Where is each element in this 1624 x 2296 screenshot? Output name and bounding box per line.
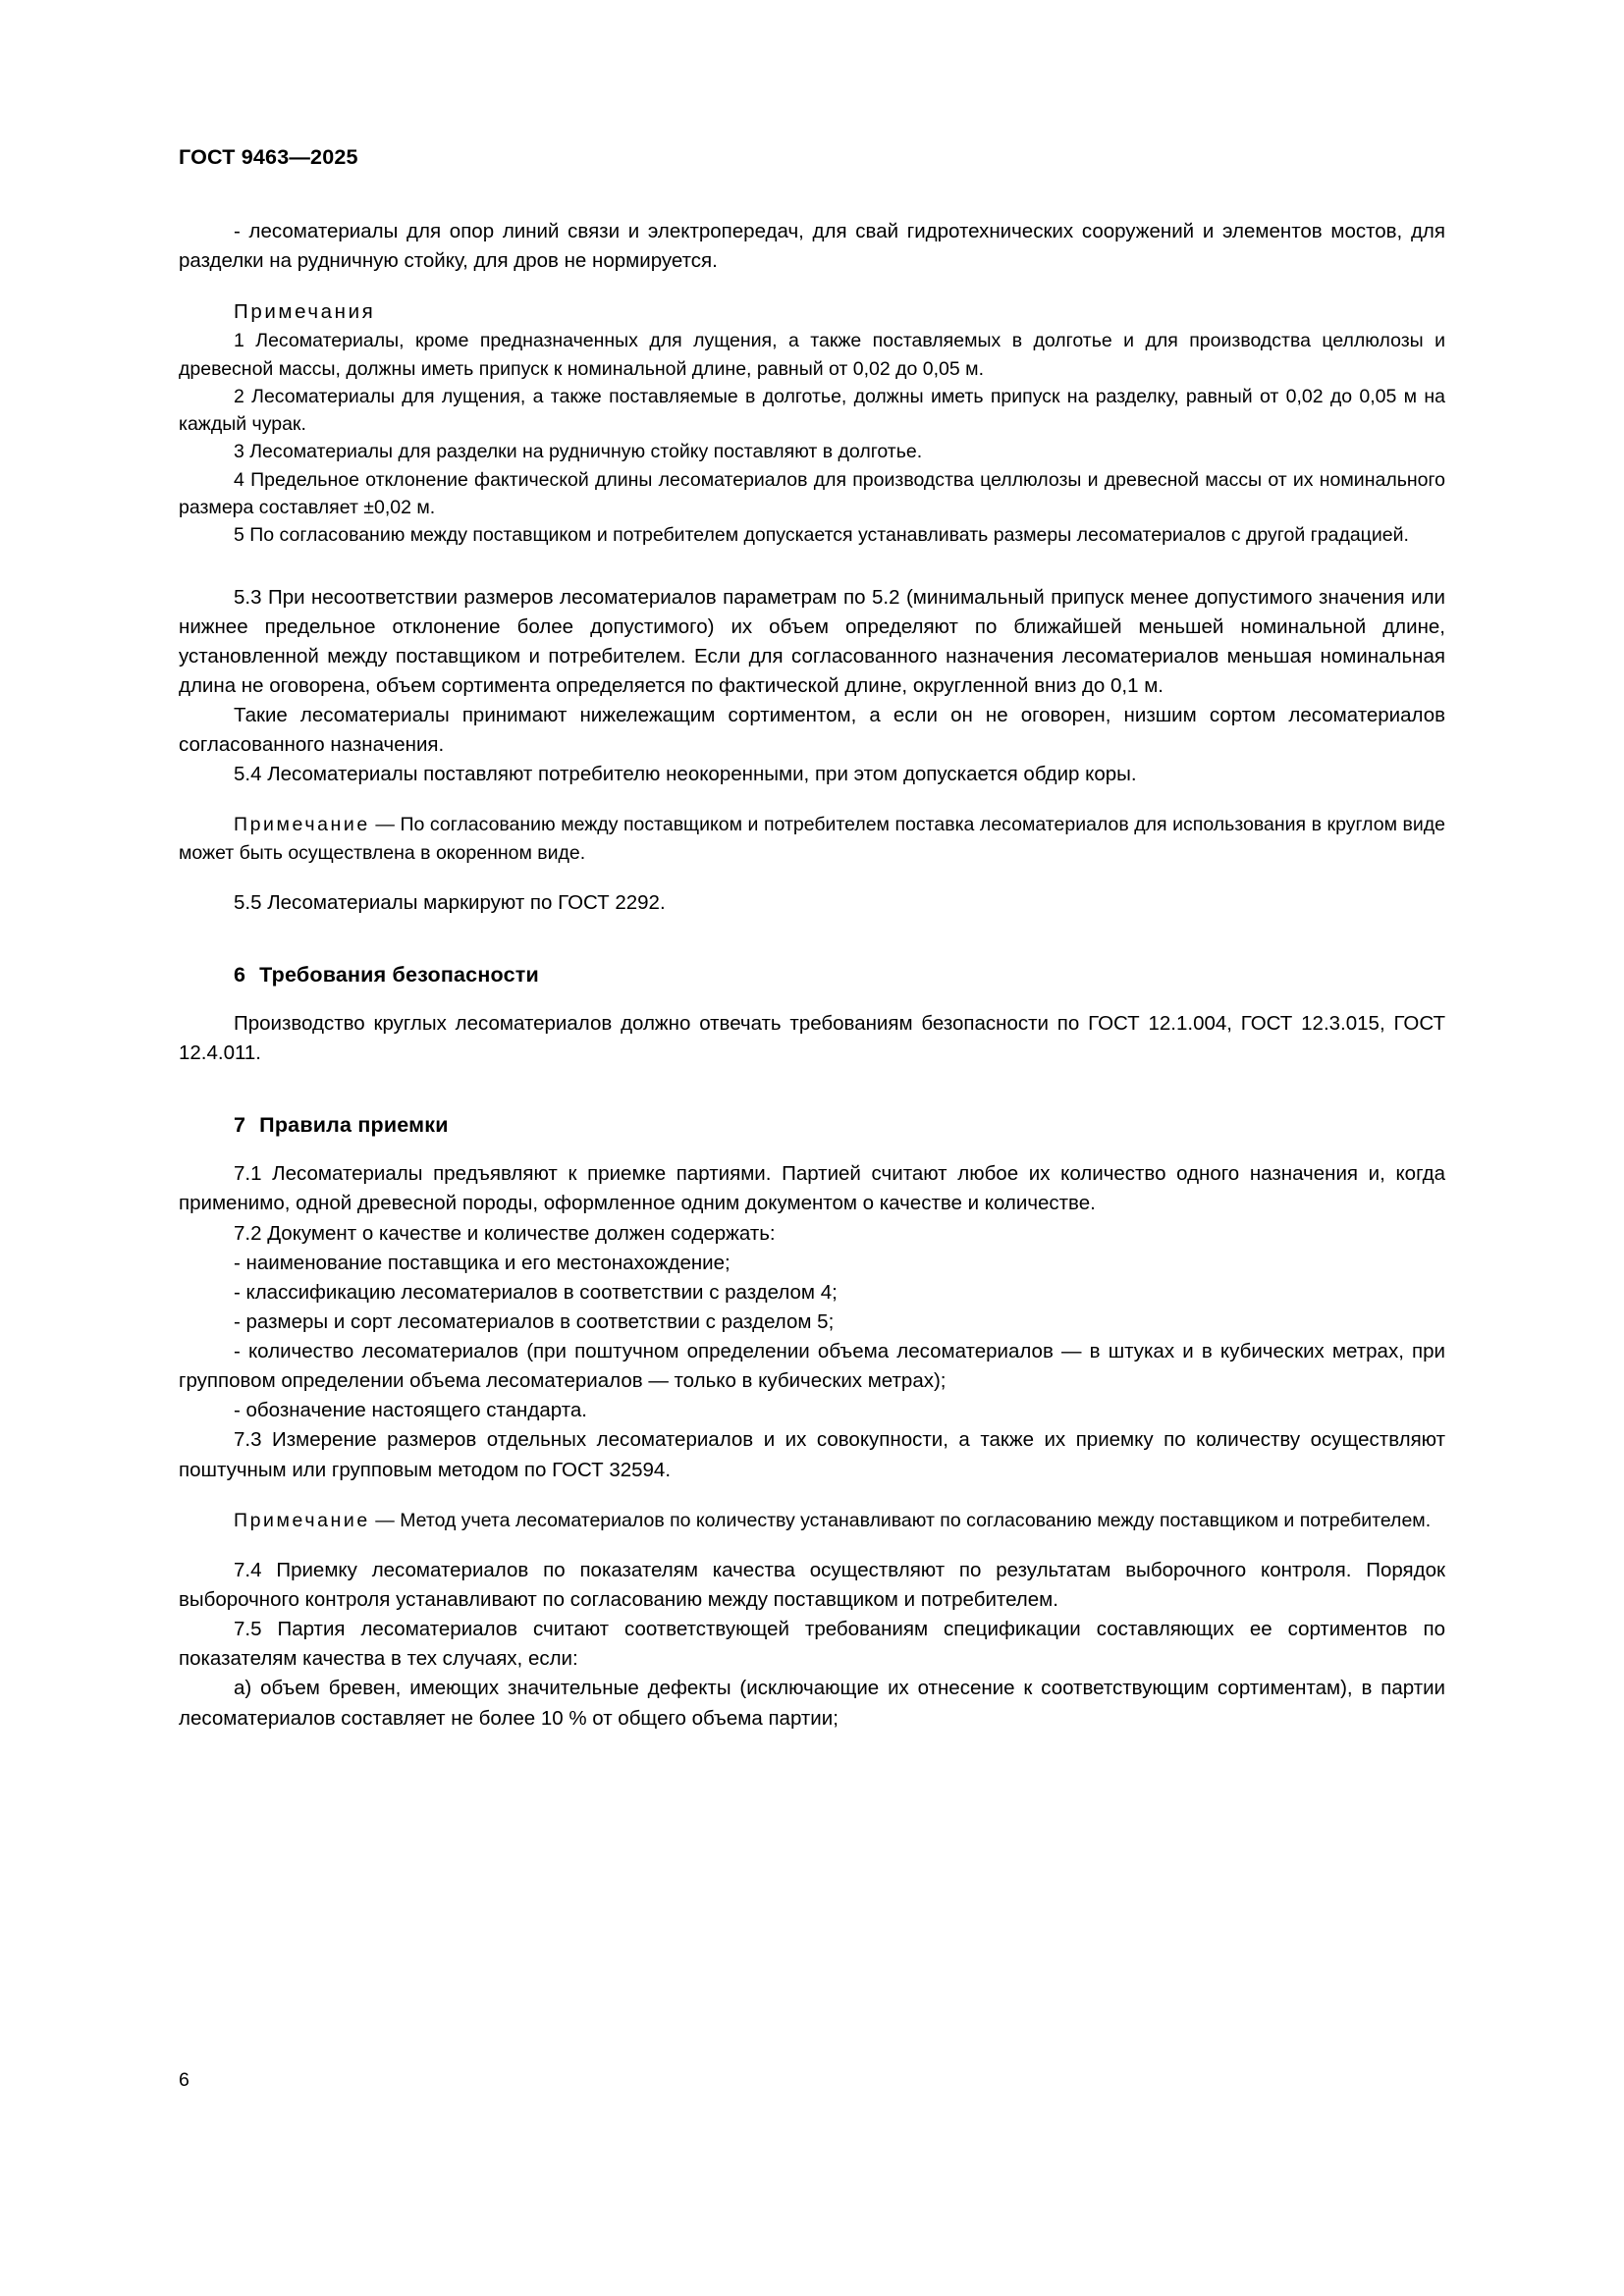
section-7-body xyxy=(179,1159,1445,1484)
clause-5-2-continuation xyxy=(179,217,1445,276)
note-label: Примечание xyxy=(234,1509,370,1531)
section-number-7: 7 xyxy=(234,1113,246,1138)
section-title-6: Требования безопасности xyxy=(259,963,539,988)
paragraph-dash-item: - лесоматериалы для опор линий связи и электропередач, для свай гидротехнических сооружений и элементов мостов, для разделки на рудничную стойку, для дров не нормируется. xyxy=(179,220,1445,273)
note-5: 5 По согласованию между поставщиком и потребителем допускается устанавливать размеры лесоматериалов с другой градацией. xyxy=(234,524,1409,547)
clause-5-5 xyxy=(179,888,1445,918)
paragraph-7-5: 7.5 Партия лесоматериалов считают соответствующей требованиям спецификации составляющих ее сортиментов по показателям качества в тех случаях, если: xyxy=(179,1618,1445,1671)
note-clause-7-3 xyxy=(179,1507,1445,1534)
paragraph-6-1: Производство круглых лесоматериалов должно отвечать требованиям безопасности по ГОСТ 12.1.004, ГОСТ 12.3.015, ГОСТ 12.4.011. xyxy=(179,1012,1445,1065)
paragraph-7-1: 7.1 Лесоматериалы предъявляют к приемке партиями. Партией считают любое их количество одного назначения и, когда применимо, одной древесной породы, оформленное одним документом о качестве и количестве. xyxy=(179,1162,1445,1215)
paragraph-7-3: 7.3 Измерение размеров отдельных лесоматериалов и их совокупности, а также их приемку по количеству осуществляют поштучным или групповым методом по ГОСТ 32594. xyxy=(179,1428,1445,1481)
paragraph-5-4: 5.4 Лесоматериалы поставляют потребителю неокоренными, при этом допускается обдир коры. xyxy=(234,763,1137,786)
section-heading-7 xyxy=(179,1113,1445,1138)
paragraph-7-5-item-a: а) объем бревен, имеющих значительные дефекты (исключающие их отнесение к соответствующим сортиментам), в партии лесоматериалов составляет не более 10 % от общего объема партии; xyxy=(179,1677,1445,1730)
note-text: — Метод учета лесоматериалов по количеству устанавливают по согласованию между поставщиком и потребителем. xyxy=(369,1509,1432,1531)
paragraph-7-2-item-c: - размеры и сорт лесоматериалов в соответствии с разделом 5; xyxy=(234,1309,835,1333)
section-title-7: Правила приемки xyxy=(259,1113,449,1138)
section-number-6: 6 xyxy=(234,963,246,988)
document-header: ГОСТ 9463—2025 xyxy=(179,145,358,169)
note-1: 1 Лесоматериалы, кроме предназначенных для лущения, а также поставляемых в долготье и для производства целлюлозы и древесной массы, должны иметь припуск к номинальной длине, равный от 0,02 до 0,05 м. xyxy=(179,330,1445,380)
notes-group xyxy=(179,297,1445,549)
section-heading-6 xyxy=(179,963,1445,988)
paragraph-7-2-item-d: - количество лесоматериалов (при поштучном определении объема лесоматериалов — в штуках и в кубических метрах, при групповом определении объема лесоматериалов — только в кубических метрах); xyxy=(179,1340,1445,1393)
note-clause-5-4 xyxy=(179,811,1445,867)
section-7-body-continued xyxy=(179,1556,1445,1734)
section-6-body xyxy=(179,1009,1445,1068)
paragraph-5-3: 5.3 При несоответствии размеров лесоматериалов параметрам по 5.2 (минимальный припуск менее допустимого значения или нижнее предельное отклонение более допустимого) их объем определяют по ближайшей меньшей номинальной длине, установленной между поставщиком и потребителем. Если для согласованного назначения лесоматериалов меньшая номинальная длина не оговорена, объем сортимента определяется по фактической длине, округленной вниз до 0,1 м. xyxy=(179,585,1445,697)
page-content xyxy=(179,145,1445,1734)
paragraph-7-4: 7.4 Приемку лесоматериалов по показателям качества осуществляют по результатам выборочного контроля. Порядок выборочного контроля устанавливают по согласованию между поставщиком и потребителем. xyxy=(179,1558,1445,1612)
paragraph-7-2-item-e: - обозначение настоящего стандарта. xyxy=(234,1399,587,1422)
paragraph-5-3-continued: Такие лесоматериалы принимают нижележащим сортиментом, а если он не оговорен, низшим сортом лесоматериалов согласованного назначения. xyxy=(179,704,1445,757)
notes-heading: Примечания xyxy=(234,300,376,324)
note-text: — По согласованию между поставщиком и потребителем поставка лесоматериалов для использования в круглом виде может быть осуществлена в окоренном виде. xyxy=(179,814,1445,864)
clause-5-3 xyxy=(179,583,1445,790)
paragraph-7-2-item-a: - наименование поставщика и его местонахождение; xyxy=(234,1251,731,1274)
note-label: Примечание xyxy=(234,814,370,836)
note-3: 3 Лесоматериалы для разделки на рудничную стойку поставляют в долготье. xyxy=(234,441,923,463)
paragraph-7-2: 7.2 Документ о качестве и количестве должен содержать: xyxy=(234,1221,776,1245)
paragraph-5-5: 5.5 Лесоматериалы маркируют по ГОСТ 2292. xyxy=(234,890,666,914)
note-2: 2 Лесоматериалы для лущения, а также поставляемые в долготье, должны иметь припуск на разделку, равный от 0,02 до 0,05 м на каждый чурак. xyxy=(179,385,1445,436)
page-number: 6 xyxy=(179,2069,189,2091)
paragraph-7-2-item-b: - классификацию лесоматериалов в соответствии с разделом 4; xyxy=(234,1280,838,1304)
note-4: 4 Предельное отклонение фактической длины лесоматериалов для производства целлюлозы и древесной массы от их номинального размера составляет ±0,02 м. xyxy=(179,468,1445,518)
